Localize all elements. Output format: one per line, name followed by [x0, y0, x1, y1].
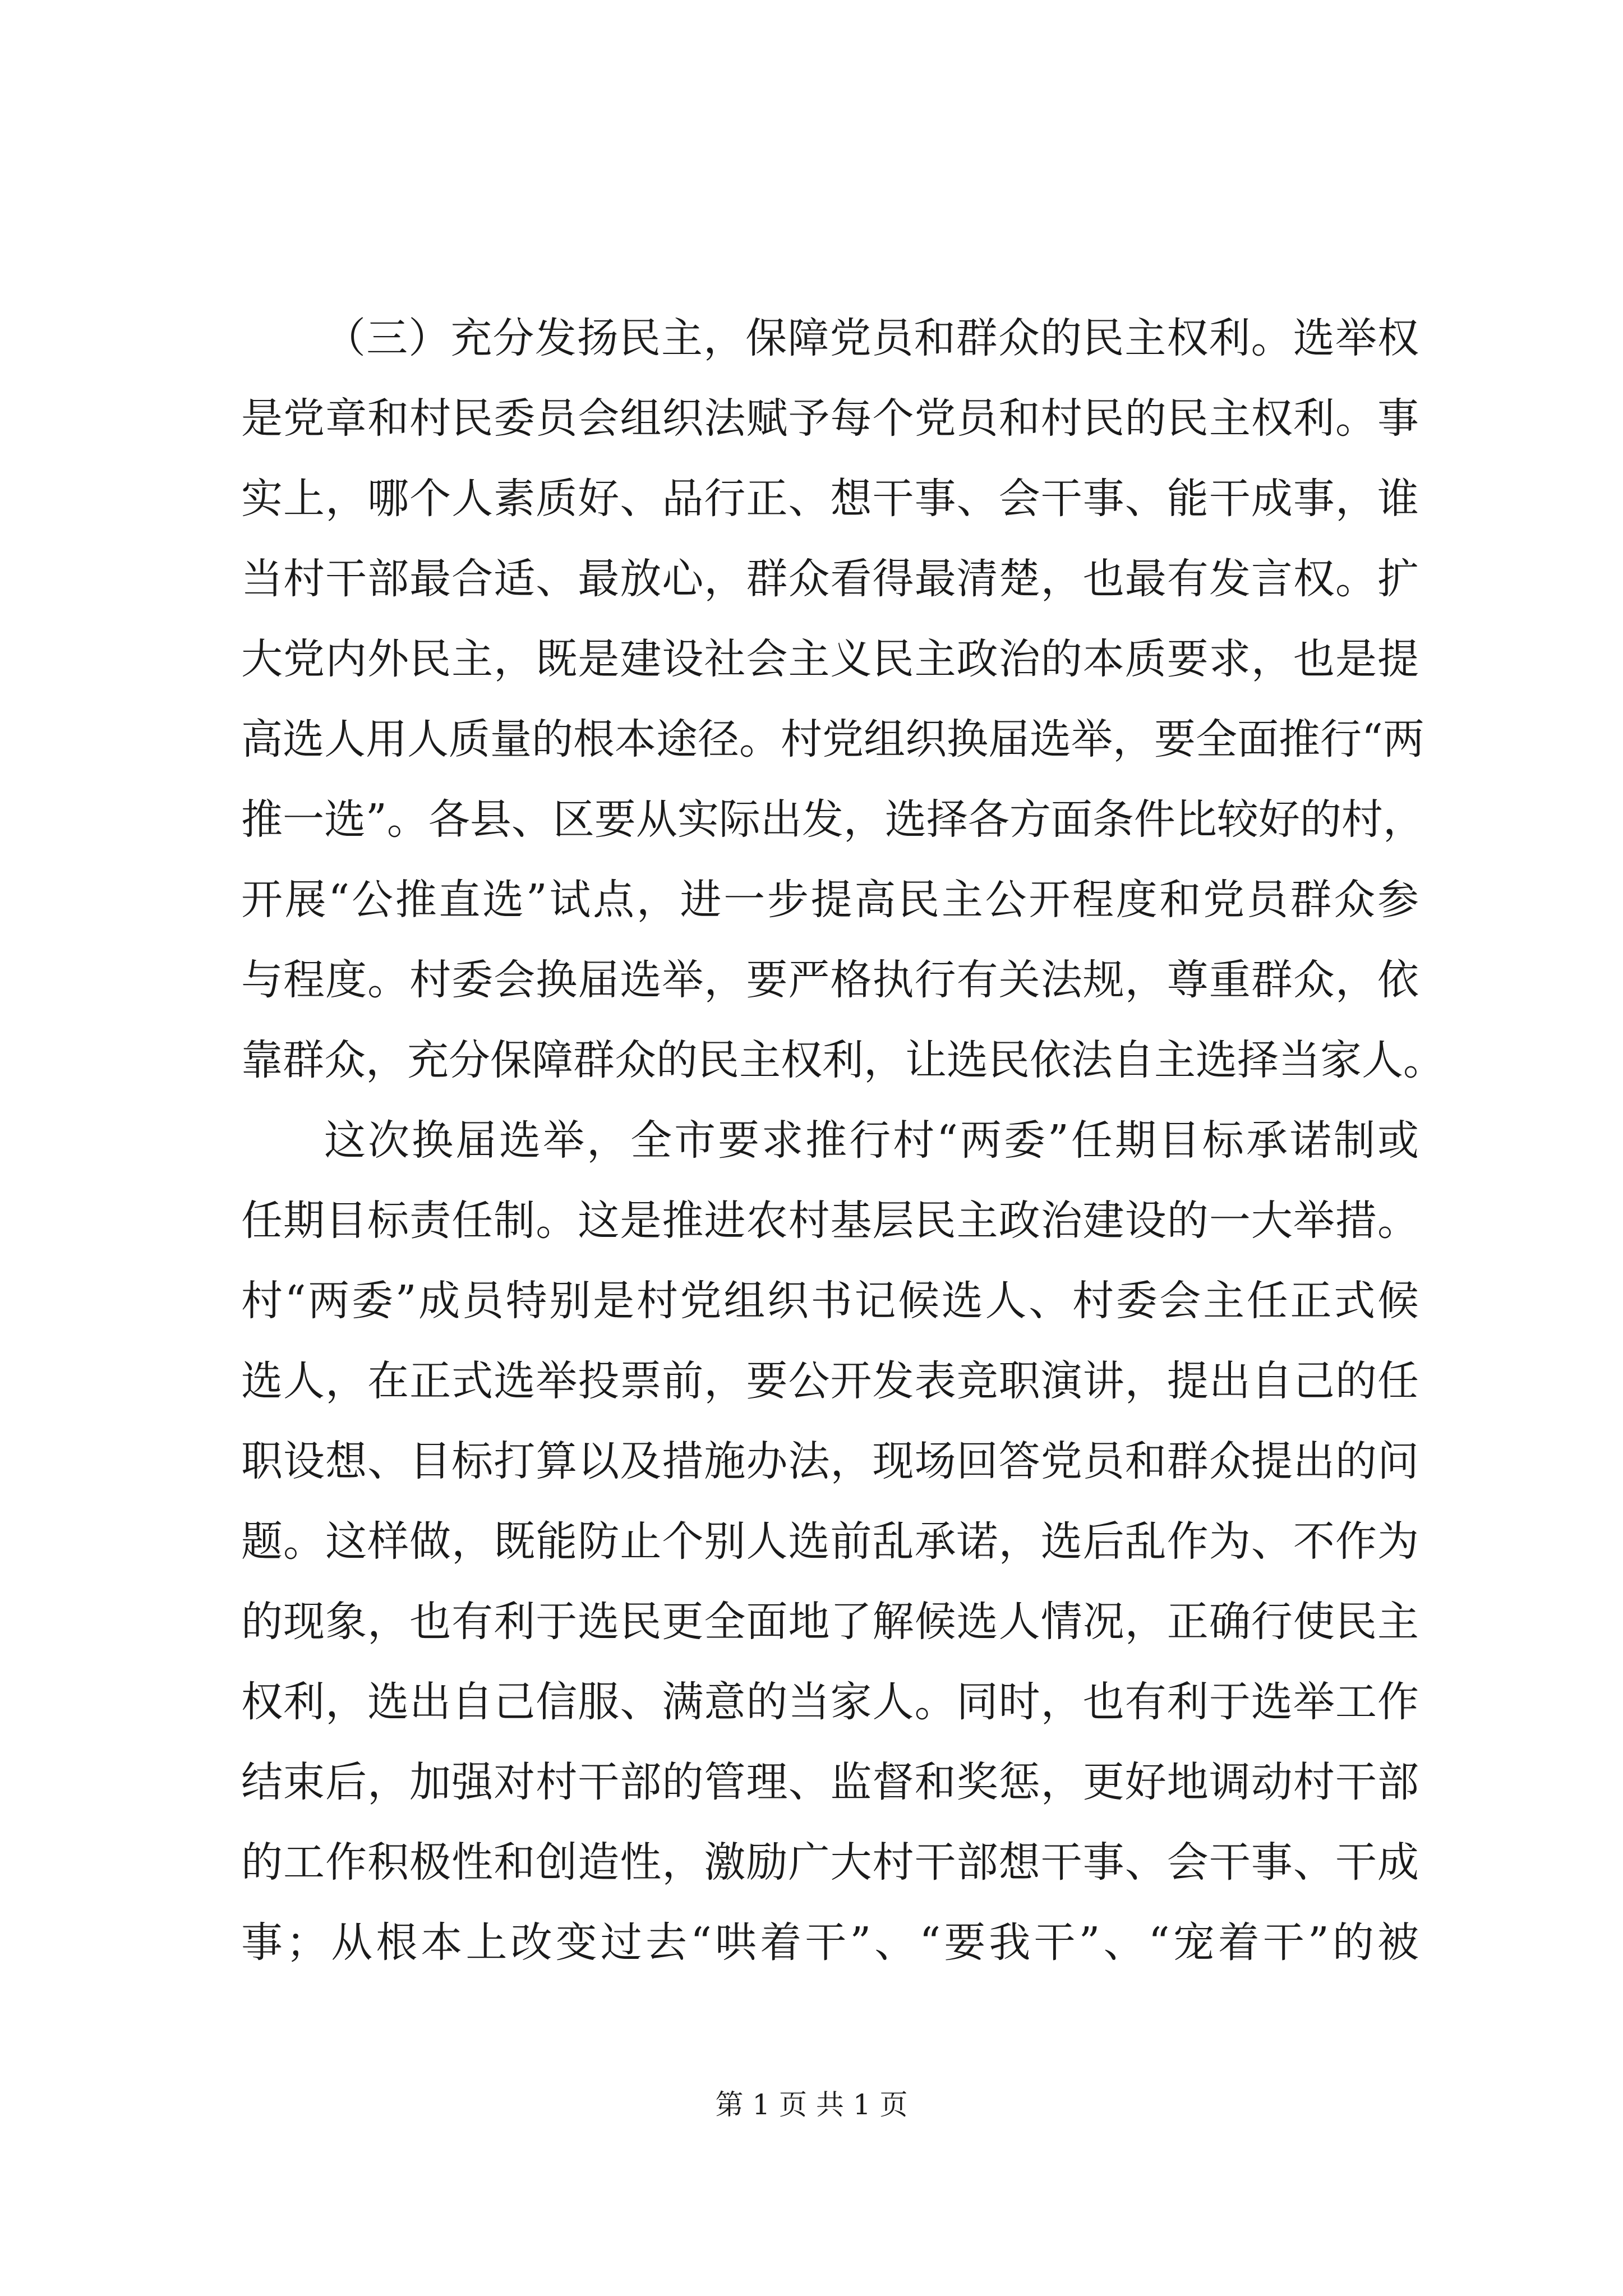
text-line: 村“两委”成员特别是村党组织书记候选人、村委会主任正式候: [241, 1277, 1419, 1325]
paragraph-2: [241, 1101, 1419, 1983]
text-line: 与程度。村委会换届选举，要严格执行有关法规，尊重群众，依: [241, 956, 1419, 1004]
page-footer: [0, 2082, 1623, 2123]
text-line: 任期目标责任制。这是推进农村基层民主政治建设的一大举措。: [241, 1197, 1419, 1245]
text-line: （三）充分发扬民主，保障党员和群众的民主权利。选举权: [324, 314, 1419, 362]
text-line: 这次换届选举，全市要求推行村“两委”任期目标承诺制或: [324, 1116, 1419, 1165]
text-line: 实上，哪个人素质好、品行正、想干事、会干事、能干成事，谁: [241, 475, 1419, 523]
text-line: 题。这样做，既能防止个别人选前乱承诺，选后乱作为、不作为: [241, 1517, 1419, 1566]
text-line: 的现象，也有利于选民更全面地了解候选人情况，正确行使民主: [241, 1598, 1419, 1646]
text-line: 推一选”。各县、区要从实际出发，选择各方面条件比较好的村，: [241, 795, 1424, 844]
paragraph-1: [241, 298, 1445, 1101]
text-line: 权利，选出自己信服、满意的当家人。同时，也有利于选举工作: [241, 1678, 1419, 1726]
text-line: 事；从根本上改变过去“哄着干”、“要我干”、“宠着干”的被: [241, 1918, 1419, 1967]
text-line: 高选人用人质量的根本途径。村党组织换届选举，要全面推行“两: [241, 715, 1424, 763]
text-line: 职设想、目标打算以及措施办法，现场回答党员和群众提出的问: [241, 1437, 1419, 1485]
text-line: 是党章和村民委员会组织法赋予每个党员和村民的民主权利。事: [241, 394, 1419, 443]
text-line: 选人，在正式选举投票前，要公开发表竞职演讲，提出自己的任: [241, 1357, 1419, 1405]
text-line: 开展“公推直选”试点，进一步提高民主公开程度和党员群众参: [241, 876, 1419, 924]
text-line: 当村干部最合适、最放心，群众看得最清楚，也最有发言权。扩: [241, 555, 1419, 603]
page-number: 第 1 页 共 1 页: [715, 2088, 908, 2121]
text-line: 的工作积极性和创造性，激励广大村干部想干事、会干事、干成: [241, 1838, 1419, 1887]
text-line: 靠群众，充分保障群众的民主权利，让选民依法自主选择当家人。: [241, 1036, 1445, 1084]
text-line: 大党内外民主，既是建设社会主义民主政治的本质要求，也是提: [241, 635, 1419, 683]
body-text: [241, 298, 1445, 1983]
text-line: 结束后，加强对村干部的管理、监督和奖惩，更好地调动村干部: [241, 1758, 1419, 1806]
